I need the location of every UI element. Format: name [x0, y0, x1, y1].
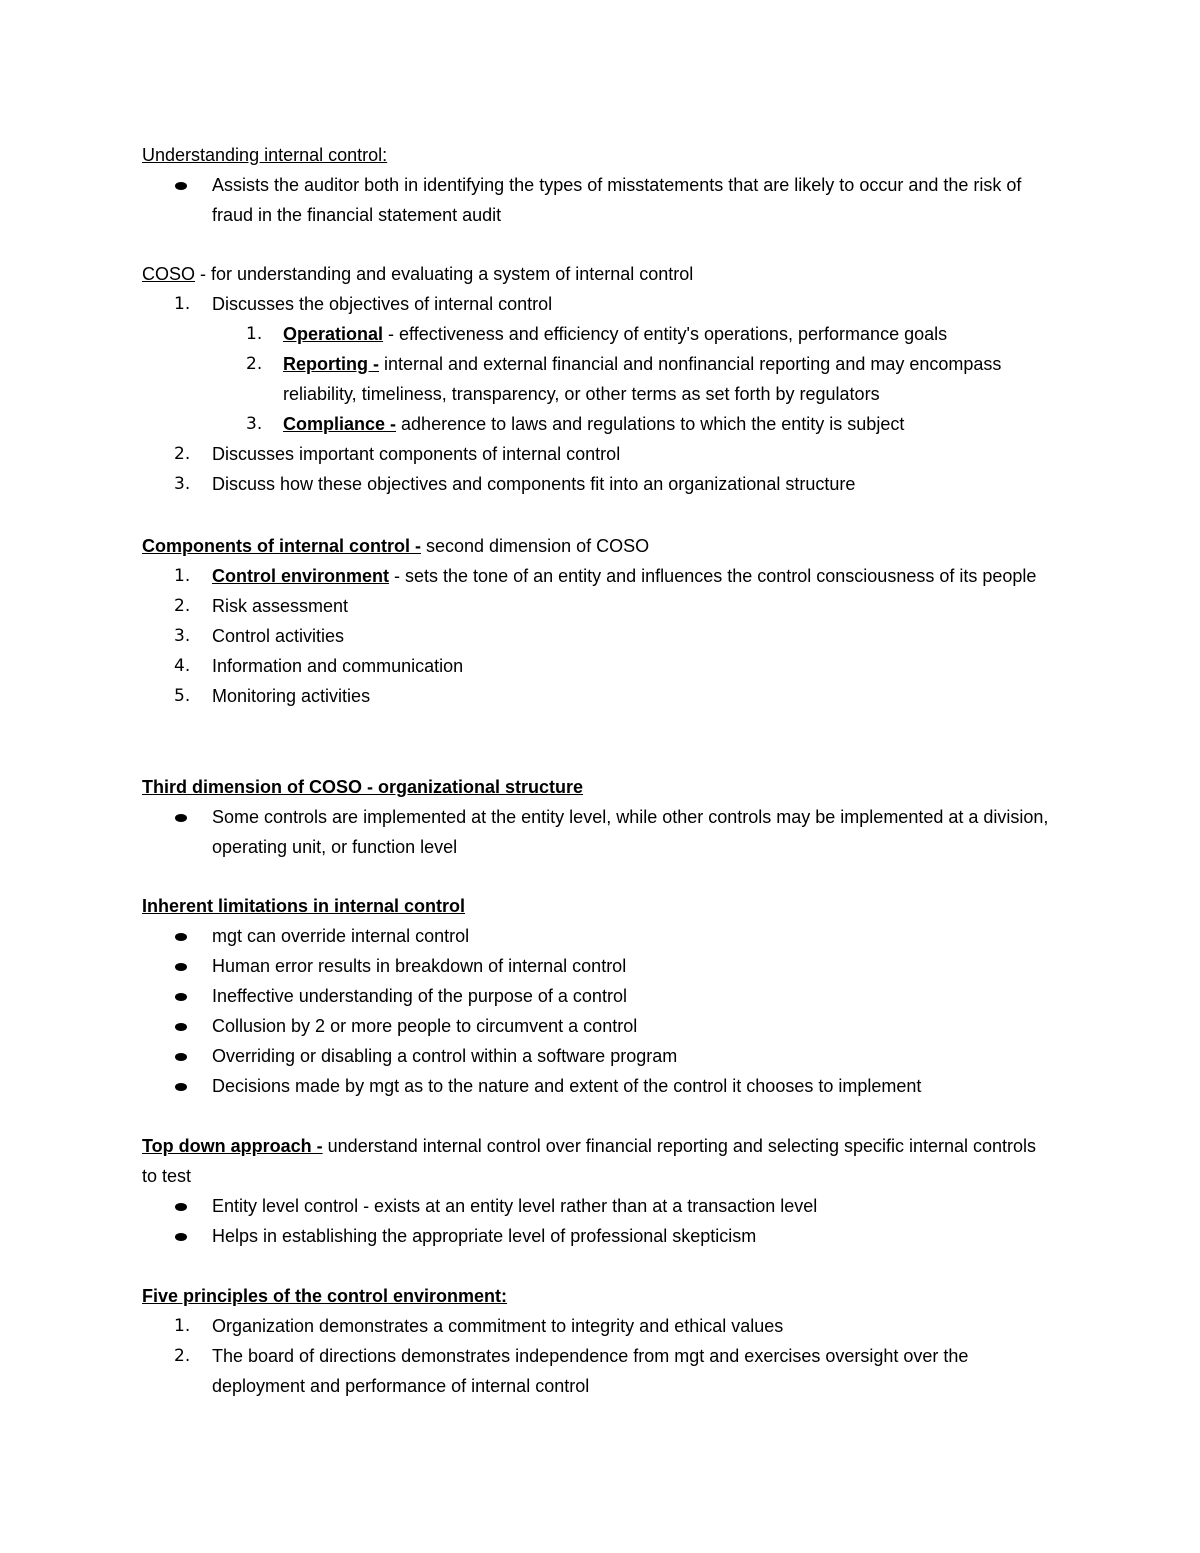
numbered-item: 3. Discuss how these objectives and components fit into an organizational structure	[174, 474, 856, 494]
section-components	[142, 531, 1062, 711]
numbered-item: 1. Organization demonstrates a commitment to integrity and ethical values	[174, 1316, 784, 1336]
section-heading: Components of internal control - second dimension of COSO	[142, 536, 650, 556]
bullet-item: Ineffective understanding of the purpose of a control	[142, 981, 1062, 1011]
section-five-principles	[142, 1281, 1062, 1401]
numbered-item: 4. Information and communication	[174, 656, 464, 676]
bullet-item: mgt can override internal control	[142, 921, 1062, 951]
section-heading: Five principles of the control environment:	[142, 1286, 508, 1306]
numbered-item: 2. The board of directions demonstrates independence from mgt and exercises oversight over the deployment and performance of internal control	[174, 1346, 969, 1396]
bullet-icon	[175, 814, 187, 822]
numbered-item: 2. Risk assessment	[174, 596, 349, 616]
bullet-icon	[175, 1083, 187, 1091]
bullet-icon	[175, 993, 187, 1001]
section-heading: Inherent limitations in internal control	[142, 896, 466, 916]
bullet-item: Entity level control - exists at an entity level rather than at a transaction level	[142, 1191, 1062, 1221]
bullet-item: Some controls are implemented at the entity level, while other controls may be implemented at a division, operating unit, or function level	[142, 802, 1062, 862]
bullet-item: Helps in establishing the appropriate level of professional skepticism	[142, 1221, 1062, 1251]
numbered-item: 3. Control activities	[174, 626, 345, 646]
bullet-icon	[175, 1203, 187, 1211]
numbered-item: 2. Discusses important components of internal control	[174, 444, 621, 464]
section-coso	[142, 259, 1062, 499]
bullet-icon	[175, 963, 187, 971]
bullet-icon	[175, 182, 187, 190]
bullet-icon	[175, 1053, 187, 1061]
bullet-icon	[175, 1023, 187, 1031]
numbered-item: 1. Discusses the objectives of internal control	[174, 294, 553, 314]
bullet-icon	[175, 933, 187, 941]
section-heading: Top down approach - understand internal control over financial reporting and selecting specific internal controls to test	[142, 1136, 1037, 1186]
bullet-item: Decisions made by mgt as to the nature and extent of the control it chooses to implement	[142, 1071, 1062, 1101]
bullet-item: Collusion by 2 or more people to circumvent a control	[142, 1011, 1062, 1041]
numbered-item: 1. Control environment - sets the tone of an entity and influences the control consciousness of its people	[174, 566, 1037, 586]
section-understanding-internal-control	[142, 140, 1062, 230]
section-heading: Third dimension of COSO - organizational structure	[142, 777, 584, 797]
sub-numbered-item: 2. Reporting - internal and external financial and nonfinancial reporting and may encompass reliability, timeliness, transparency, or other terms as set forth by regulators	[246, 354, 1002, 404]
bullet-item: Overriding or disabling a control within a software program	[142, 1041, 1062, 1071]
section-top-down-approach	[142, 1131, 1062, 1251]
section-heading: Understanding internal control:	[142, 145, 388, 165]
bullet-icon	[175, 1233, 187, 1241]
bullet-item: Assists the auditor both in identifying the types of misstatements that are likely to occur and the risk of fraud in the financial statement audit	[142, 170, 1062, 230]
section-third-dimension	[142, 772, 1062, 862]
section-inherent-limitations	[142, 891, 1062, 1101]
numbered-item: 5. Monitoring activities	[174, 686, 371, 706]
sub-numbered-item: 1. Operational - effectiveness and efficiency of entity's operations, performance goals	[246, 324, 948, 344]
sub-numbered-item: 3. Compliance - adherence to laws and regulations to which the entity is subject	[246, 414, 905, 434]
section-heading: COSO - for understanding and evaluating a system of internal control	[142, 264, 694, 284]
bullet-item: Human error results in breakdown of internal control	[142, 951, 1062, 981]
